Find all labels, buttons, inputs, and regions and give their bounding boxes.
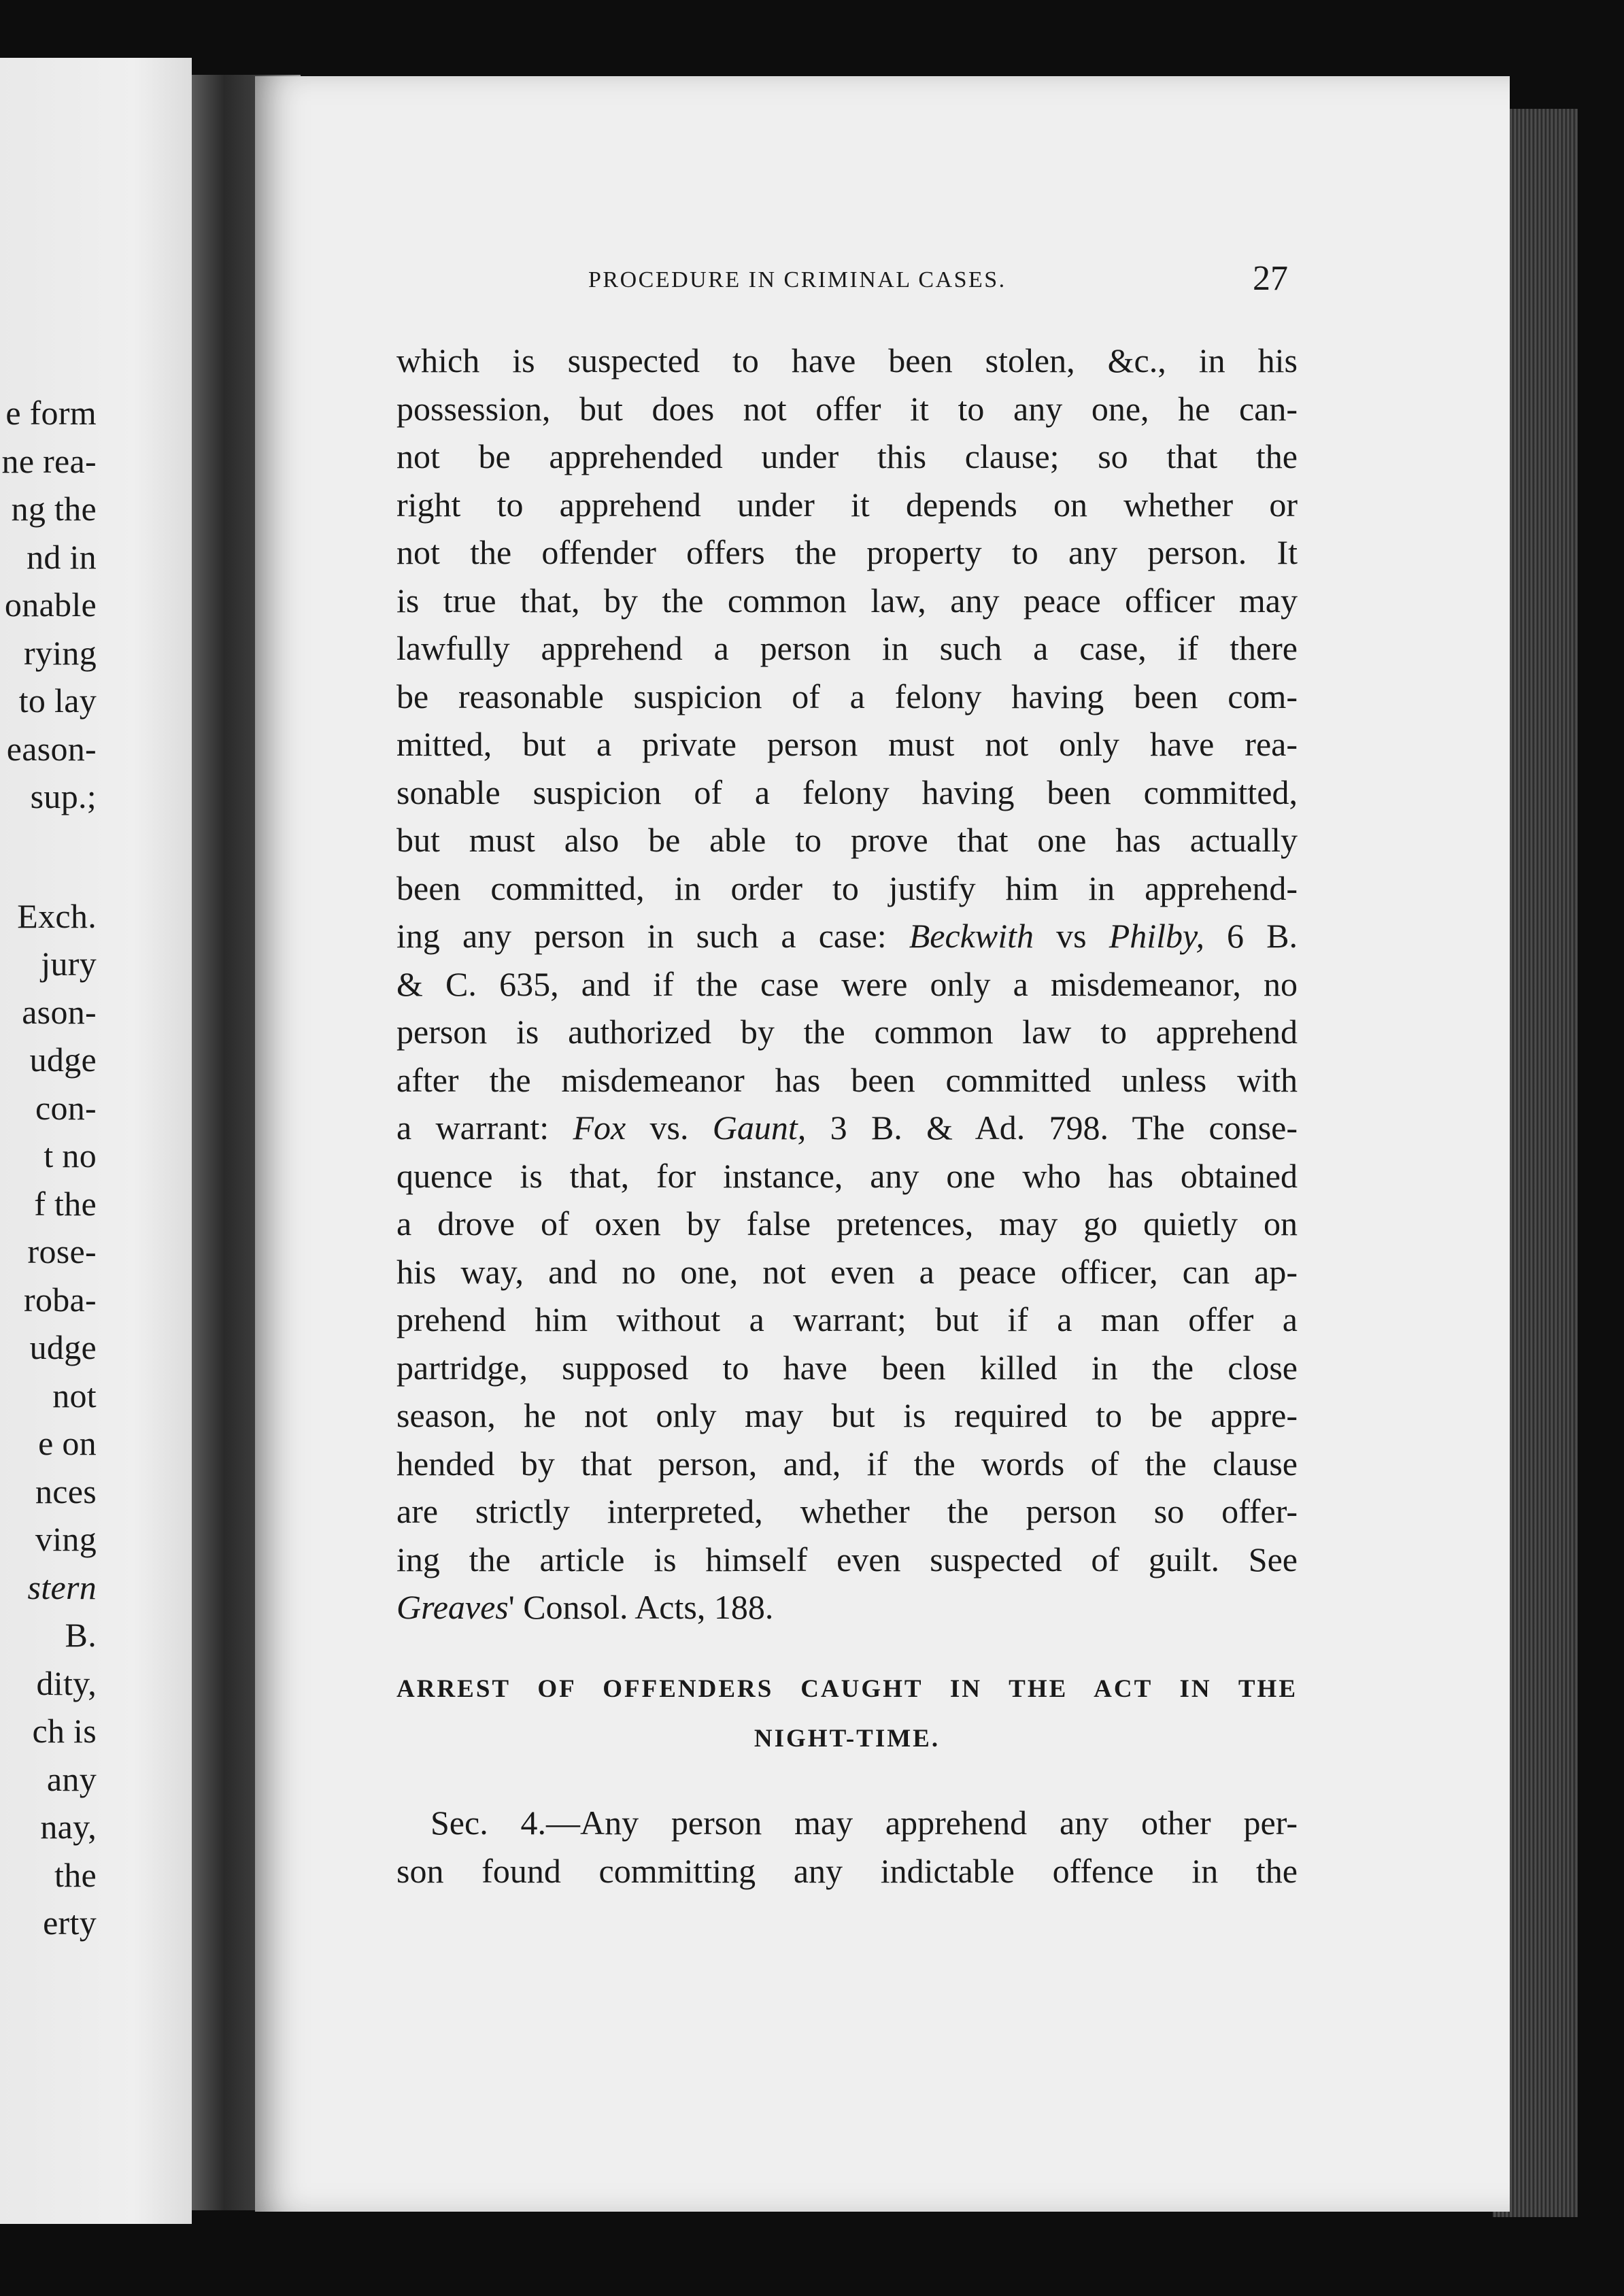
text-line: been committed, in order to justify him in apprehend- bbox=[396, 868, 1298, 907]
left-line: e form bbox=[5, 394, 97, 432]
left-line: stern bbox=[27, 1568, 97, 1606]
text-line: Sec. 4.—Any person may apprehend any other per- bbox=[430, 1804, 1298, 1842]
left-line: con- bbox=[35, 1088, 97, 1127]
left-line: rose- bbox=[27, 1232, 97, 1270]
left-line: onable bbox=[4, 586, 97, 624]
left-line: udge bbox=[29, 1328, 97, 1366]
left-line: to lay bbox=[18, 681, 97, 720]
left-line: roba- bbox=[24, 1280, 97, 1319]
text-line: lawfully apprehend a person in such a case, if there bbox=[396, 629, 1298, 667]
body-paragraph bbox=[396, 337, 1298, 1632]
left-line: not bbox=[52, 1376, 97, 1415]
text-line-last bbox=[396, 1583, 1298, 1632]
left-line: rying bbox=[23, 633, 97, 672]
left-line: jury bbox=[41, 945, 97, 983]
text-fragment: 6 B. bbox=[1204, 917, 1298, 955]
left-line: Exch. bbox=[17, 896, 97, 935]
text-line: quence is that, for instance, any one who has obtained bbox=[396, 1156, 1298, 1195]
case-name: Beckwith bbox=[909, 917, 1034, 955]
left-page-text bbox=[0, 389, 97, 1947]
case-name: Philby, bbox=[1109, 917, 1204, 955]
left-line: B. bbox=[65, 1616, 97, 1654]
section-heading-line-2: NIGHT-TIME. bbox=[754, 1725, 941, 1753]
text-line: sonable suspicion of a felony having been committed, bbox=[396, 773, 1298, 811]
left-line: dity, bbox=[36, 1664, 97, 1702]
left-line: ne rea- bbox=[1, 441, 97, 480]
text-line: person is authorized by the common law to apprehend bbox=[396, 1013, 1298, 1051]
text-fragment: ing any person in such a case: bbox=[396, 917, 909, 955]
text-fragment: 3 B. & Ad. 798. The conse- bbox=[806, 1109, 1298, 1147]
text-line: son found committing any indictable offence in the bbox=[396, 1851, 1298, 1890]
text-line-citation bbox=[396, 912, 1298, 960]
text-line-citation bbox=[396, 1104, 1298, 1152]
text-fragment: a warrant: bbox=[396, 1109, 573, 1147]
text-line: ing the article is himself even suspected of guilt. See bbox=[396, 1540, 1298, 1578]
text-line: after the misdemeanor has been committed unless with bbox=[396, 1060, 1298, 1099]
author-name: Greaves bbox=[396, 1588, 509, 1626]
text-fragment: vs. bbox=[626, 1109, 713, 1147]
text-line: be reasonable suspicion of a felony having been com- bbox=[396, 677, 1298, 715]
left-line: ch is bbox=[32, 1712, 97, 1750]
text-line: not the offender offers the property to any person. It bbox=[396, 533, 1298, 571]
text-line: not be apprehended under this clause; so that the bbox=[396, 437, 1298, 475]
text-fragment: ' Consol. Acts, 188. bbox=[508, 1588, 774, 1626]
left-line: ving bbox=[35, 1520, 97, 1558]
left-line: nay, bbox=[40, 1808, 97, 1846]
left-line: nd in bbox=[27, 537, 97, 576]
section-heading-line-1: ARREST OF OFFENDERS CAUGHT IN THE ACT IN THE bbox=[396, 1675, 1298, 1703]
left-line: erty bbox=[43, 1904, 97, 1942]
left-line: e on bbox=[38, 1424, 97, 1462]
text-line: mitted, but a private person must not only have rea- bbox=[396, 725, 1298, 763]
left-line: ng the bbox=[11, 490, 97, 528]
text-line: are strictly interpreted, whether the person so offer- bbox=[396, 1492, 1298, 1530]
page-number: 27 bbox=[1253, 259, 1288, 298]
case-name: Fox bbox=[573, 1109, 626, 1147]
left-line: udge bbox=[29, 1041, 97, 1079]
left-line: the bbox=[54, 1855, 97, 1894]
text-line: his way, and no one, not even a peace officer, can ap- bbox=[396, 1252, 1298, 1291]
text-line: a drove of oxen by false pretences, may go quietly on bbox=[396, 1204, 1298, 1243]
left-line: sup.; bbox=[30, 777, 97, 815]
text-line: which is suspected to have been stolen, &c., in his bbox=[396, 341, 1298, 379]
text-line: partridge, supposed to have been killed in the close bbox=[396, 1348, 1298, 1387]
text-line: right to apprehend under it depends on whether or bbox=[396, 485, 1298, 524]
text-line: possession, but does not offer it to any one, he can- bbox=[396, 389, 1298, 428]
text-fragment: vs bbox=[1034, 917, 1109, 955]
left-line: ason- bbox=[22, 992, 97, 1031]
left-line: nces bbox=[35, 1472, 97, 1510]
text-line: prehend him without a warrant; but if a man offer a bbox=[396, 1300, 1298, 1338]
case-name: Gaunt, bbox=[712, 1109, 807, 1147]
text-line: & C. 635, and if the case were only a misdemeanor, no bbox=[396, 964, 1298, 1003]
left-line: t no bbox=[44, 1136, 97, 1175]
section-paragraph bbox=[396, 1799, 1298, 1895]
text-line: but must also be able to prove that one has actually bbox=[396, 821, 1298, 859]
left-line: f the bbox=[34, 1184, 97, 1223]
left-line: eason- bbox=[6, 729, 97, 768]
text-line: season, he not only may but is required to be appre- bbox=[396, 1396, 1298, 1434]
left-facing-page bbox=[0, 58, 192, 2224]
text-line: hended by that person, and, if the words of the clause bbox=[396, 1444, 1298, 1483]
text-line: is true that, by the common law, any peace officer may bbox=[396, 581, 1298, 620]
left-line: any bbox=[46, 1759, 97, 1798]
running-head: PROCEDURE IN CRIMINAL CASES. bbox=[588, 267, 1006, 292]
